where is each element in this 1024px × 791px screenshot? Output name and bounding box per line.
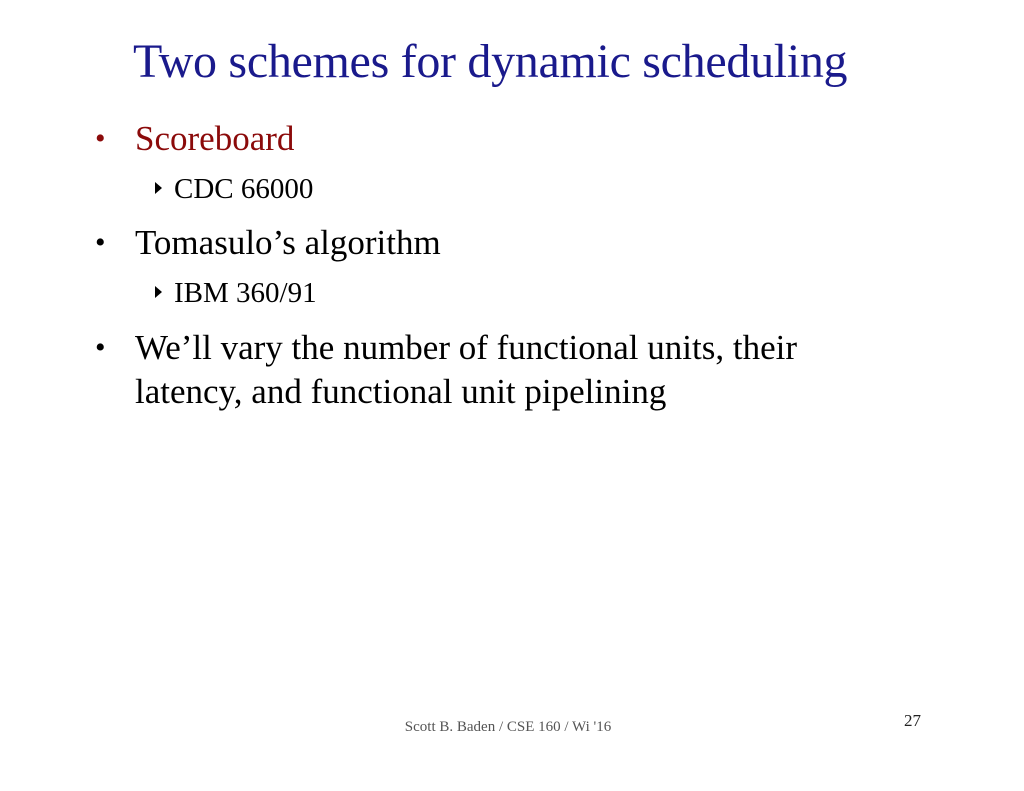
sub-bullet-text: IBM 360/91 [174, 277, 317, 309]
slide-footer [0, 719, 1024, 736]
bullet-dot: • [95, 331, 106, 364]
sub-bullet-ibm [155, 275, 317, 311]
sub-bullet-text: CDC 66000 [174, 173, 314, 205]
footer-text: Scott B. Baden / CSE 160 / Wi '16 [404, 719, 612, 735]
triangle-right-icon [155, 286, 162, 298]
bullet-text: Tomasulo’s algorithm [135, 223, 441, 262]
sub-bullet-cdc [155, 171, 313, 207]
triangle-right-icon [155, 182, 162, 194]
bullet-text: We’ll vary the number of functional units, their latency, and functional unit pipelining [135, 328, 797, 411]
bullet-dot: • [95, 226, 106, 259]
bullet-text: Scoreboard [135, 119, 295, 158]
bullet-dot: • [95, 122, 106, 155]
slide-title: Two schemes for dynamic scheduling [133, 35, 848, 88]
page-number: 27 [904, 711, 921, 730]
